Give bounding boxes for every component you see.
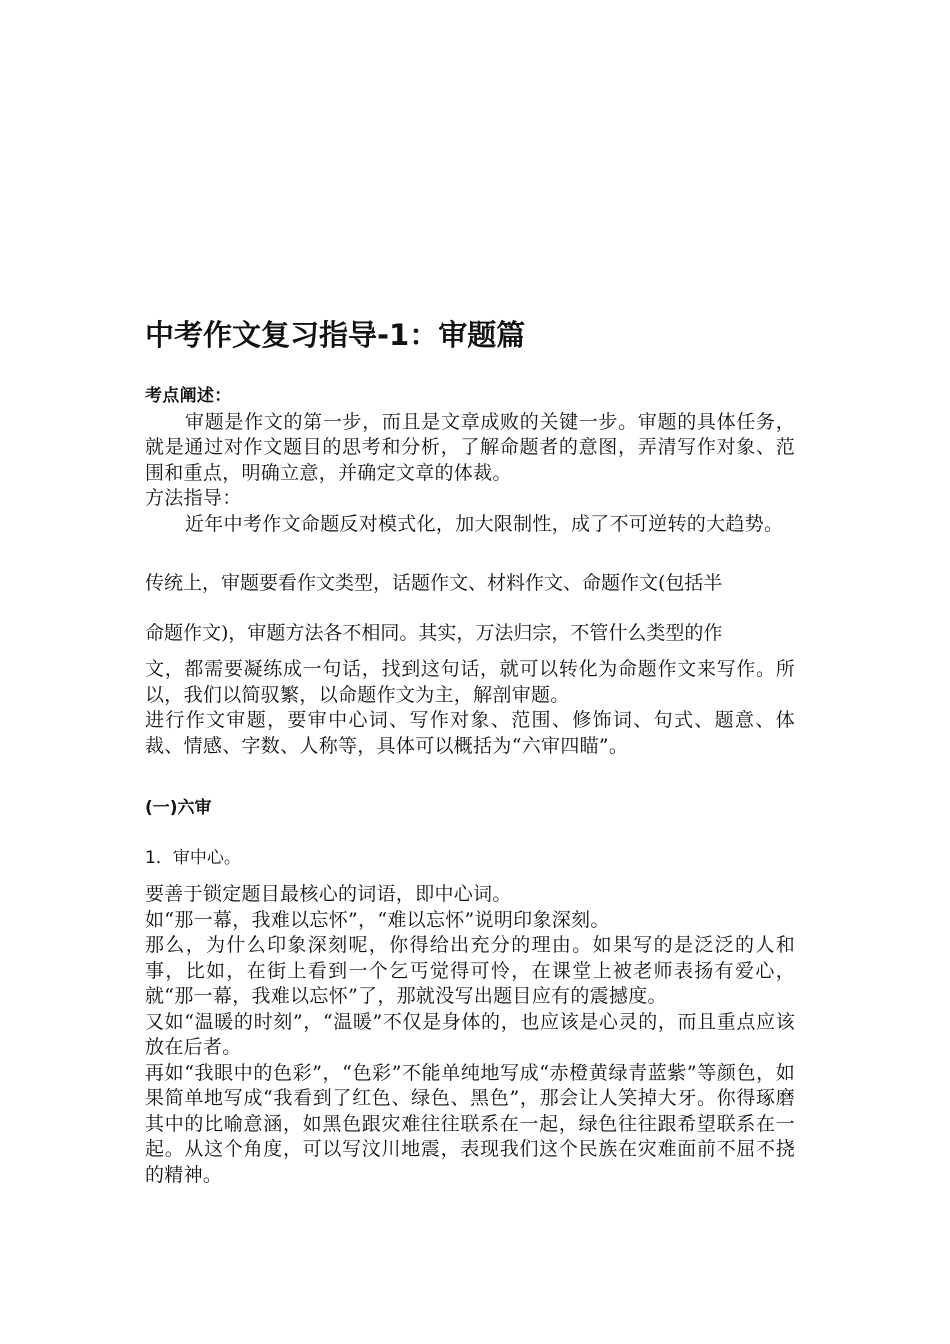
document-title: 中考作文复习指导-1：审题篇 bbox=[145, 318, 526, 352]
body-paragraph: 要善于锁定题目最核心的词语，即中心词。 bbox=[145, 883, 512, 905]
body-paragraph: 如“那一幕，我难以忘怀”，“难以忘怀”说明印象深刻。 bbox=[145, 908, 610, 931]
item1-body bbox=[145, 882, 795, 1188]
body-paragraph: 再如“我眼中的色彩”，“色彩”不能单纯地写成“赤橙黄绿青蓝紫”等颜色，如果简单地写成“我看到了红色、绿色、黑色”，那会让人笑掉大牙。你得琢磨其中的比喻意涵，如黑色跟灾难往往联系在一起，绿色往往跟希望联系在一起。从这个角度，可以写汶川地震，表现我们这个民族在灾难面前不屈不挠的精神。 bbox=[145, 1061, 795, 1186]
section-overview bbox=[145, 384, 795, 537]
method-paragraph-2-rest: 文，都需要凝练成一句话，找到这句话，就可以转化为命题作文来写作。所以，我们以简驭繁，以命题作文为主，解剖审题。 bbox=[145, 658, 795, 706]
method-paragraph-rest bbox=[145, 657, 795, 759]
method-paragraph-3: 进行作文审题，要审中心词、写作对象、范围、修饰词、句式、题意、体裁、情感、字数、人称等，具体可以概括为“六审四瞄”。 bbox=[145, 709, 795, 757]
part1-heading: (一)六审 bbox=[145, 798, 212, 818]
body-paragraph: 那么，为什么印象深刻呢，你得给出充分的理由。如果写的是泛泛的人和事，比如，在街上看到一个乞丐觉得可怜，在课堂上被老师表扬有爱心，就“那一幕，我难以忘怀”了，那就没写出题目应有的震撼度。 bbox=[145, 934, 795, 1007]
body-paragraph: 又如“温暖的时刻”，“温暖”不仅是身体的，也应该是心灵的，而且重点应该放在后者。 bbox=[145, 1010, 795, 1058]
item1-heading: 1．审中心。 bbox=[145, 848, 241, 868]
method-line-2: 命题作文)，审题方法各不相同。其实，万法归宗，不管什么类型的作 bbox=[145, 622, 723, 644]
overview-paragraph: 审题是作文的第一步，而且是文章成败的关键一步。审题的具体任务，就是通过对作文题目的思考和分析，了解命题者的意图，弄清写作对象、范围和重点，明确立意，并确定文章的体裁。 bbox=[145, 410, 795, 484]
method-line-1: 传统上，审题要看作文类型，话题作文、材料作文、命题作文(包括半 bbox=[145, 572, 723, 594]
method-paragraph-1: 近年中考作文命题反对模式化，加大限制性，成了不可逆转的大趋势。 bbox=[185, 512, 784, 535]
overview-label: 考点阐述： bbox=[145, 386, 232, 406]
method-label: 方法指导： bbox=[145, 487, 242, 509]
